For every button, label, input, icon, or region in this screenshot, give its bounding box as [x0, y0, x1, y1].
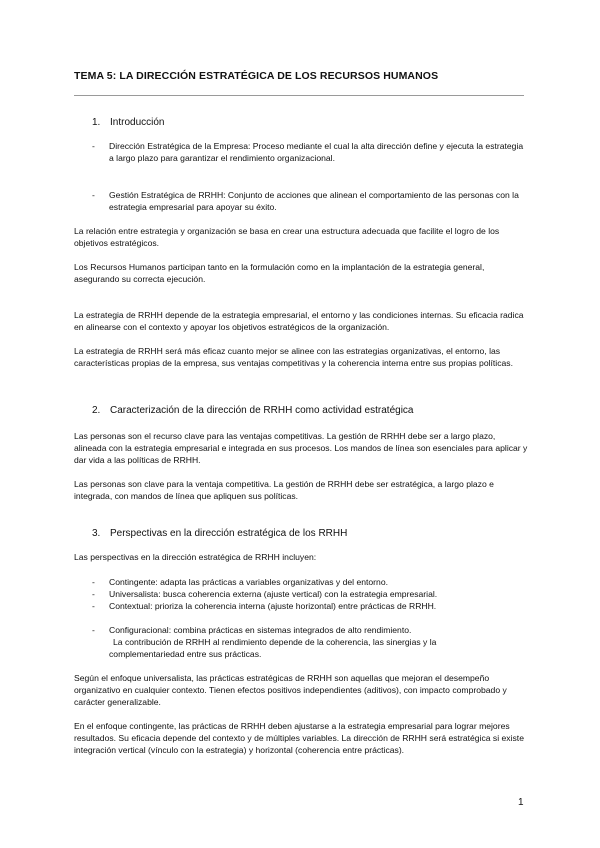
paragraph: La relación entre estrategia y organización se basa en crear una estructura adecuada que facilite el logro de los objetivos estratégicos.	[74, 226, 500, 248]
list-item	[92, 624, 529, 660]
paragraph: La estrategia de RRHH será más eficaz cuanto mejor se alinee con las estrategias organizativas, el entorno, las características propias de la empresa, sus ventajas competitivas y la coherencia interna entre sus propias políticas.	[74, 346, 513, 368]
bullet-dash: -	[92, 601, 95, 611]
list-item-text: complementariedad entre sus prácticas.	[109, 649, 262, 659]
bullet-dash: -	[92, 625, 95, 635]
list-item-text: Configuracional: combina prácticas en sistemas integrados de alto rendimiento.	[109, 625, 412, 635]
bullet-dash: -	[92, 141, 95, 151]
paragraph: Las personas son clave para la ventaja competitiva. La gestión de RRHH debe ser estratégica, a largo plazo e integrada, con mandos de línea que apliquen sus políticas.	[74, 479, 494, 501]
list-item	[92, 140, 529, 164]
paragraph: Las personas son el recurso clave para las ventajas competitivas. La gestión de RRHH debe ser a largo plazo, alineada con la estrategia empresarial e integrada en sus procesos. Los mandos de línea son esenciales para aplicar y dar vida a las políticas de RRHH.	[74, 431, 528, 465]
section-heading-1	[92, 117, 164, 128]
list-item	[92, 588, 529, 600]
section-heading-3	[92, 528, 347, 539]
section-title: Caracterización de la dirección de RRHH como actividad estratégica	[110, 405, 414, 416]
title-divider	[74, 95, 524, 96]
section-number: 2.	[92, 405, 101, 416]
list-item	[92, 600, 529, 612]
paragraph: Según el enfoque universalista, las prácticas estratégicas de RRHH son aquellas que mejoran el desempeño organizativo en cualquier contexto. Tienen efectos positivos independientes (aditivos), con impacto comprobado y carácter generalizable.	[74, 673, 507, 707]
bullet-dash: -	[92, 577, 95, 587]
section-heading-2	[92, 405, 413, 416]
page-number: 1	[518, 797, 524, 808]
paragraph: La estrategia de RRHH depende de la estrategia empresarial, el entorno y las condiciones internas. Su eficacia radica en alinearse con el contexto y apoyar los objetivos estratégicos de la organización.	[74, 310, 524, 332]
list-item	[92, 576, 529, 588]
document-title: TEMA 5: LA DIRECCIÓN ESTRATÉGICA DE LOS RECURSOS HUMANOS	[74, 70, 439, 82]
paragraph: En el enfoque contingente, las prácticas de RRHH deben ajustarse a la estrategia empresarial para lograr mejores resultados. Su eficacia depende del contexto y de múltiples variables. La dirección de RRHH será estratégica si existe integración vertical (vínculo con la estrategia) y horizontal (coherencia entre prácticas).	[74, 721, 524, 755]
section-number: 3.	[92, 528, 101, 539]
list-item-text: Gestión Estratégica de RRHH: Conjunto de acciones que alinean el comportamiento de las personas con la estrategia empresarial para apoyar su éxito.	[109, 190, 519, 212]
paragraph: Los Recursos Humanos participan tanto en la formulación como en la implantación de la estrategia general, asegurando su correcta ejecución.	[74, 262, 485, 284]
list-item-text: La contribución de RRHH al rendimiento depende de la coherencia, las sinergias y la	[113, 637, 437, 647]
list-item-text: Universalista: busca coherencia externa (ajuste vertical) con la estrategia empresarial.	[109, 589, 438, 599]
list-item-text: Contextual: prioriza la coherencia interna (ajuste horizontal) entre prácticas de RRHH.	[109, 601, 437, 611]
list-item	[92, 189, 529, 213]
list-item-text: Dirección Estratégica de la Empresa: Proceso mediante el cual la alta dirección define y ejecuta la estrategia a largo plazo para garantizar el rendimiento organizacional.	[109, 141, 524, 163]
paragraph: Las perspectivas en la dirección estratégica de RRHH incluyen:	[74, 552, 317, 562]
bullet-dash: -	[92, 190, 95, 200]
bullet-dash: -	[92, 589, 95, 599]
list-item-text: Contingente: adapta las prácticas a variables organizativas y del entorno.	[109, 577, 388, 587]
section-title: Introducción	[110, 117, 165, 128]
section-number: 1.	[92, 117, 101, 128]
section-title: Perspectivas en la dirección estratégica de los RRHH	[110, 528, 348, 539]
